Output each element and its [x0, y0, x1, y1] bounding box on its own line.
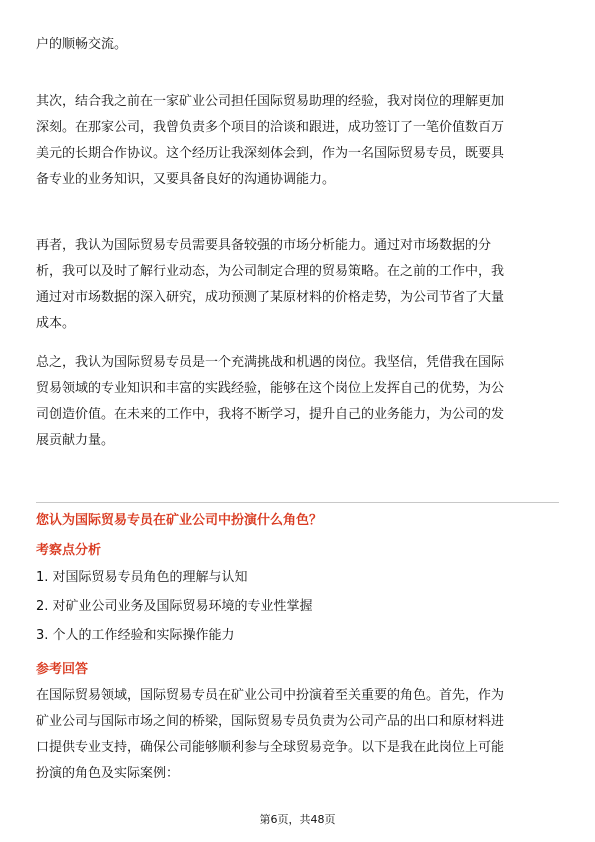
reference-heading: 参考回答 [36, 662, 89, 677]
paragraph-line: 总之，我认为国际贸易专员是一个充满挑战和机遇的岗位。我坚信，凭借我在国际 [36, 355, 505, 370]
paragraph-line: 口提供专业支持，确保公司能够顺利参与全球贸易竞争。以下是我在此岗位上可能 [36, 740, 505, 755]
paragraph-line: 备专业的业务知识，又要具备良好的沟通协调能力。 [36, 172, 336, 187]
analysis-heading: 考察点分析 [36, 543, 102, 558]
continuation-paragraph [36, 32, 564, 58]
paragraph-line: 成本。 [36, 316, 76, 331]
paragraph-line: 析，我可以及时了解行业动态，为公司制定合理的贸易策略。在之前的工作中，我 [36, 264, 505, 279]
paragraph-line: 司创造价值。在未来的工作中，我将不断学习，提升自己的业务能力，为公司的发 [36, 407, 505, 422]
paragraph-line: 其次，结合我之前在一家矿业公司担任国际贸易助理的经验，我对岗位的理解更加 [36, 94, 505, 109]
paragraph-line: 通过对市场数据的深入研究，成功预测了某原材料的价格走势，为公司节省了大量 [36, 290, 505, 305]
paragraph-line: 户的顺畅交流。 [36, 37, 128, 52]
paragraph-line: 扮演的角色及实际案例： [36, 766, 180, 781]
page-number: 第6页，共48页 [259, 813, 336, 826]
paragraph-line: 展贡献力量。 [36, 433, 115, 448]
interview-question: 您认为国际贸易专员在矿业公司中扮演什么角色？ [36, 513, 323, 528]
analysis-point: 1. 对国际贸易专员角色的理解与认知 [36, 570, 248, 585]
reference-answer [36, 683, 564, 787]
paragraph-line: 美元的长期合作协议。这个经历让我深刻体会到，作为一名国际贸易专员，既要具 [36, 146, 505, 161]
paragraph-line: 再者，我认为国际贸易专员需要具备较强的市场分析能力。通过对市场数据的分 [36, 238, 492, 253]
section-divider [36, 502, 559, 503]
body-paragraph [36, 350, 564, 454]
analysis-point: 3. 个人的工作经验和实际操作能力 [36, 628, 235, 643]
paragraph-line: 在国际贸易领域，国际贸易专员在矿业公司中扮演着至关重要的角色。首先，作为 [36, 688, 505, 703]
paragraph-line: 深刻。在那家公司，我曾负责多个项目的洽谈和跟进，成功签订了一笔价值数百万 [36, 120, 505, 135]
body-paragraph [36, 89, 564, 193]
analysis-point: 2. 对矿业公司业务及国际贸易环境的专业性掌握 [36, 599, 313, 614]
body-paragraph [36, 233, 564, 337]
paragraph-line: 矿业公司与国际市场之间的桥梁，国际贸易专员负责为公司产品的出口和原材料进 [36, 714, 505, 729]
paragraph-line: 贸易领域的专业知识和丰富的实践经验，能够在这个岗位上发挥自己的优势，为公 [36, 381, 505, 396]
